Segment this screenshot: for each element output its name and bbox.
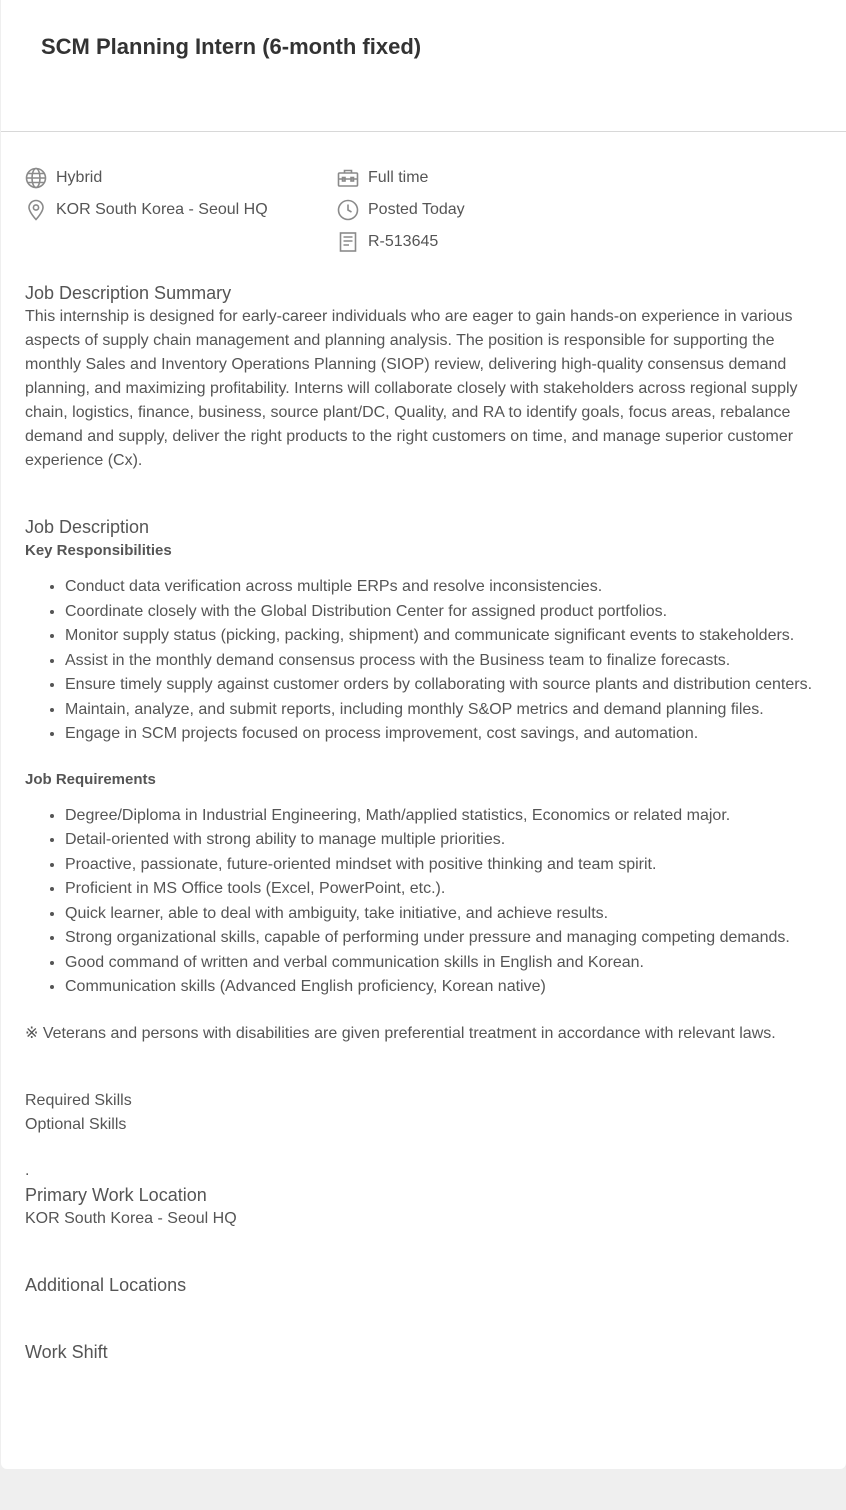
requirement-item: • Proactive, passionate, future-oriented mindset with positive thinking and team spirit. <box>65 853 815 877</box>
requisition-id <box>336 226 465 258</box>
requirement-item: • Detail-oriented with strong ability to manage multiple priorities. <box>65 828 815 852</box>
posted-date <box>336 194 465 226</box>
spacer <box>25 1046 815 1089</box>
requirements-list <box>25 804 815 1000</box>
requirement-item: • Quick learner, able to deal with ambiguity, take initiative, and achieve results. <box>65 902 815 926</box>
requirements-heading: Job Requirements <box>25 770 156 788</box>
work-mode-label: Hybrid <box>56 169 103 186</box>
optional-skills-label: Optional Skills <box>25 1115 127 1133</box>
spacer <box>25 473 815 515</box>
job-location <box>24 194 268 226</box>
posted-date-label: Posted Today <box>368 201 465 218</box>
responsibility-item: • Maintain, analyze, and submit reports, including monthly S&OP metrics and demand planning files. <box>65 698 815 722</box>
description-heading: Job Description <box>25 517 150 537</box>
job-title: SCM Planning Intern (6-month fixed) <box>41 34 422 59</box>
job-meta-left <box>24 162 268 226</box>
job-content <box>25 281 815 1364</box>
responsibilities-heading: Key Responsibilities <box>25 542 172 559</box>
requirement-item: • Communication skills (Advanced English proficiency, Korean native) <box>65 975 815 999</box>
responsibility-item: • Conduct data verification across multiple ERPs and resolve inconsistencies. <box>65 575 815 599</box>
job-location-label: KOR South Korea - Seoul HQ <box>56 201 268 218</box>
clock-icon <box>336 198 360 222</box>
responsibility-item: • Coordinate closely with the Global Distribution Center for assigned product portfolios. <box>65 600 815 624</box>
job-meta <box>24 162 824 258</box>
work-shift-heading: Work Shift <box>25 1341 108 1362</box>
primary-location-heading: Primary Work Location <box>25 1184 207 1205</box>
required-skills-label: Required Skills <box>25 1091 132 1109</box>
employment-type <box>336 162 465 194</box>
job-posting-card <box>1 0 846 1469</box>
additional-locations-heading: Additional Locations <box>25 1274 187 1295</box>
responsibility-item: • Engage in SCM projects focused on process improvement, cost savings, and automation. <box>65 722 815 746</box>
summary-text: This internship is designed for early-career individuals who are eager to gain hands-on experience in various aspects of supply chain management and planning analysis. The position is responsible for supporting the monthly Sales and Inventory Operations Planning (SIOP) review, delivering high-quality consensus demand planning, and maximizing profitability. Interns will collaborate closely with stakeholders across regional supply chain, logistics, finance, business, source plant/DC, Quality, and RA to identify goals, focus areas, rebalance demand and supply, deliver the right products to the right customers on time, and manage superior customer experience (Cx). <box>25 308 798 469</box>
summary-heading: Job Description Summary <box>25 283 232 303</box>
requirement-item: • Degree/Diploma in Industrial Engineering, Math/applied statistics, Economics or related major. <box>65 804 815 828</box>
work-mode <box>24 162 268 194</box>
employment-type-label: Full time <box>368 169 429 186</box>
requisition-id-label: R-513645 <box>368 233 439 250</box>
responsibilities-list <box>25 575 815 746</box>
responsibility-item: • Ensure timely supply against customer orders by collaborating with source plants and distribution centers. <box>65 673 815 697</box>
briefcase-icon <box>336 166 360 190</box>
globe-icon <box>24 166 48 190</box>
separator-dot: . <box>25 1161 30 1179</box>
requirement-item: • Strong organizational skills, capable of performing under pressure and managing competing demands. <box>65 926 815 950</box>
spacer <box>25 747 815 768</box>
document-icon <box>336 230 360 254</box>
spacer <box>25 1231 815 1273</box>
requirement-item: • Proficient in MS Office tools (Excel, PowerPoint, etc.). <box>65 877 815 901</box>
spacer <box>25 1137 815 1159</box>
responsibility-item: • Monitor supply status (picking, packing, shipment) and communicate significant events to stakeholders. <box>65 624 815 648</box>
preferential-note: ※ Veterans and persons with disabilities are given preferential treatment in accordance with relevant laws. <box>25 1024 776 1042</box>
spacer <box>25 1297 815 1340</box>
job-header <box>1 0 846 132</box>
job-meta-right <box>336 162 465 258</box>
responsibility-item: • Assist in the monthly demand consensus process with the Business team to finalize forecasts. <box>65 649 815 673</box>
primary-location-value: KOR South Korea - Seoul HQ <box>25 1209 237 1227</box>
spacer <box>25 1000 815 1022</box>
requirement-item: • Good command of written and verbal communication skills in English and Korean. <box>65 951 815 975</box>
location-pin-icon <box>24 198 48 222</box>
